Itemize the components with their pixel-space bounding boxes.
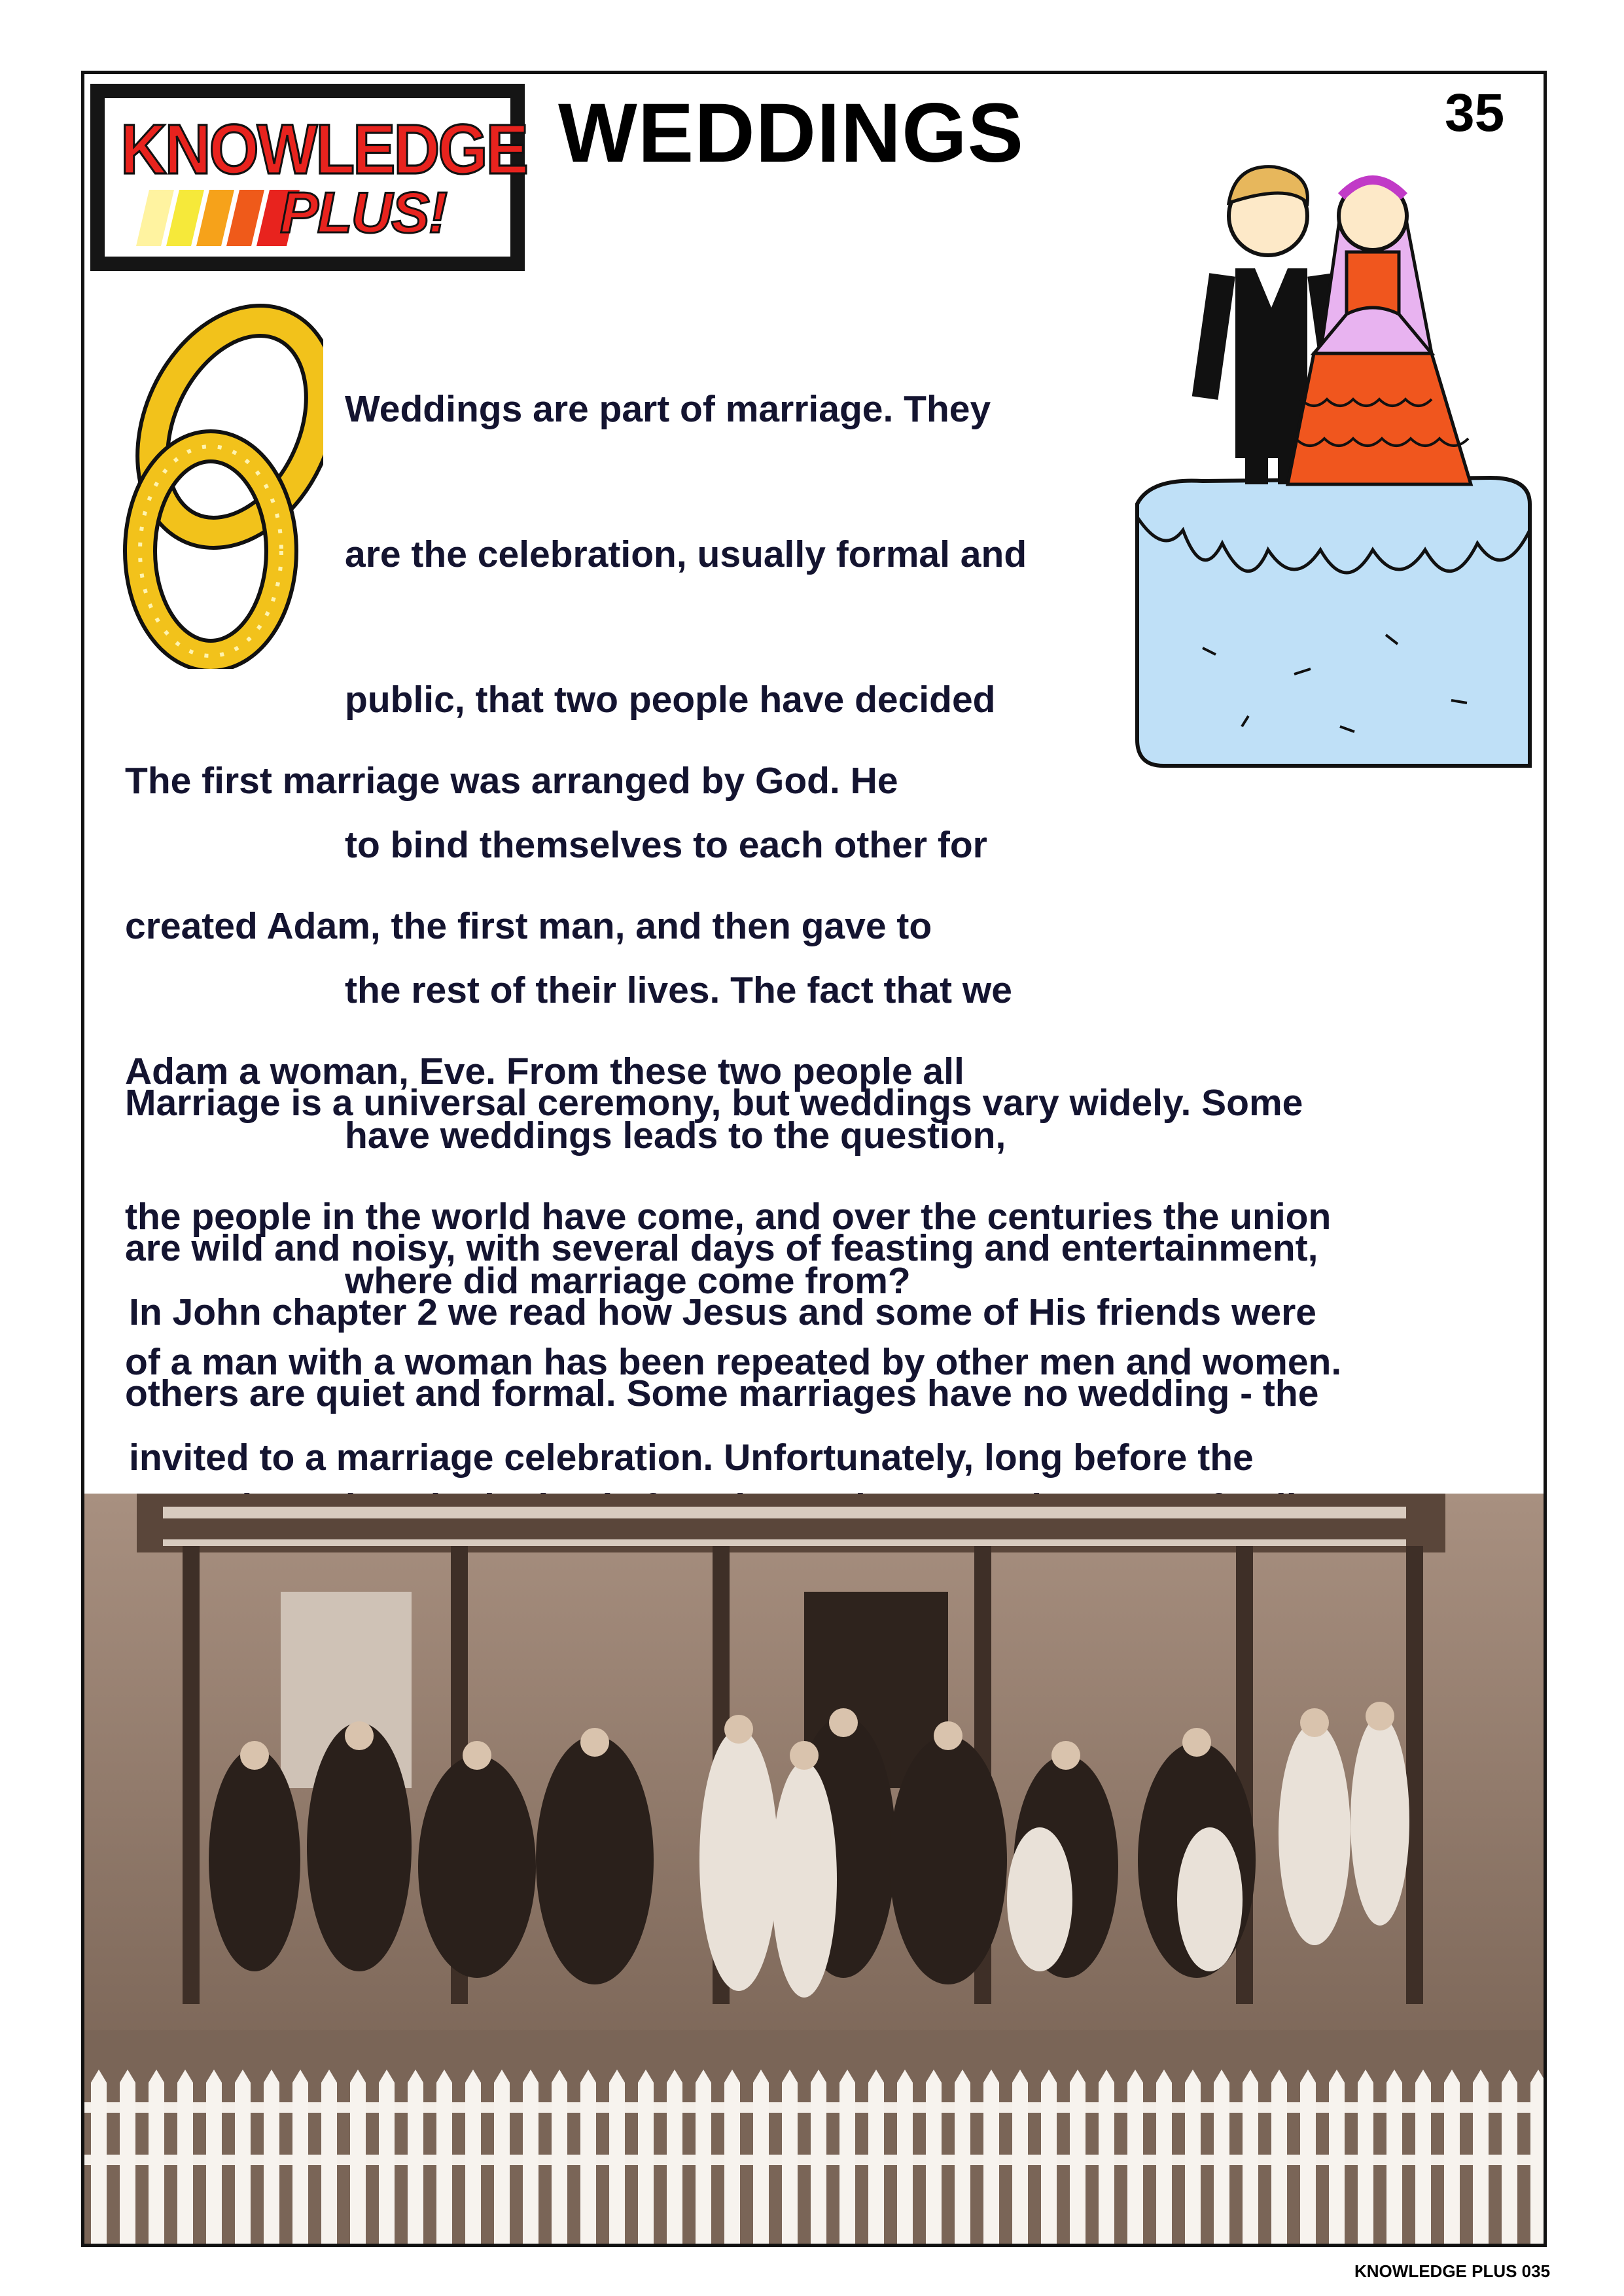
fence-picket [868, 2070, 884, 2244]
text-line: of a man with a woman has been repeated by other men and women. [125, 1341, 1342, 1383]
text-line: have weddings leads to the question, [345, 1115, 1006, 1157]
fence-picket [667, 2070, 682, 2244]
fence-picket [753, 2070, 769, 2244]
text-line: the people in the world have come, and over the centuries the union [125, 1196, 1332, 1238]
wedding-gathering-photo [84, 1494, 1544, 2244]
knowledge-plus-logo [90, 84, 525, 271]
fence-picket [839, 2070, 855, 2244]
fence-picket [292, 2070, 308, 2244]
fence-picket [350, 2070, 366, 2244]
fence-picket [1127, 2070, 1143, 2244]
fence-picket [782, 2070, 798, 2244]
text-line: The first marriage was arranged by God. He [125, 760, 898, 802]
wedding-rings-icon [113, 302, 323, 669]
fence-picket [1156, 2070, 1172, 2244]
fence-picket [1530, 2070, 1544, 2244]
fence-picket [1012, 2070, 1028, 2244]
logo-text-plus: PLUS! [280, 180, 446, 245]
text-line: are wild and noisy, with several days of feasting and entertainment, [125, 1227, 1318, 1269]
fence-picket [1185, 2070, 1201, 2244]
fence-picket [264, 2070, 279, 2244]
fence-picket [408, 2070, 423, 2244]
fence-picket [552, 2070, 567, 2244]
fence-picket [926, 2070, 942, 2244]
fence-picket [811, 2070, 826, 2244]
page-number: 35 [1445, 83, 1505, 143]
page-title: WEDDINGS [558, 86, 1024, 180]
fence-picket [1329, 2070, 1345, 2244]
fence-picket [120, 2070, 135, 2244]
fence-picket [1300, 2070, 1316, 2244]
fence-picket [609, 2070, 625, 2244]
text-line: Marriage is a universal ceremony, but weddings vary widely. Some [125, 1082, 1303, 1124]
text-line: Weddings are part of marriage. They [345, 388, 991, 430]
fence-picket [1099, 2070, 1114, 2244]
footer-label: KNOWLEDGE PLUS 035 [1354, 2261, 1551, 2281]
fence-picket [436, 2070, 452, 2244]
fence-picket [379, 2070, 395, 2244]
fence-picket [1041, 2070, 1057, 2244]
text-line: to bind themselves to each other for [345, 824, 987, 866]
fence-picket [91, 2070, 107, 2244]
fence-picket [465, 2070, 481, 2244]
fence-picket [696, 2070, 711, 2244]
fence-picket [523, 2070, 538, 2244]
fence-picket [1502, 2070, 1517, 2244]
fence-picket [638, 2070, 654, 2244]
fence-picket [1214, 2070, 1229, 2244]
fence-picket [955, 2070, 970, 2244]
fence-picket [1271, 2070, 1287, 2244]
text-line: invited to a marriage celebration. Unfortunately, long before the [129, 1437, 1254, 1479]
fence-picket [1415, 2070, 1431, 2244]
text-line: created Adam, the first man, and then gave to [125, 905, 932, 947]
fence-picket [1444, 2070, 1460, 2244]
fence-picket [494, 2070, 510, 2244]
text-line: are the celebration, usually formal and [345, 533, 1027, 575]
text-line: the rest of their lives. The fact that we [345, 969, 1012, 1011]
fence-picket [897, 2070, 913, 2244]
fence-picket [321, 2070, 337, 2244]
text-line: others are quiet and formal. Some marriages have no wedding - the [125, 1372, 1319, 1414]
logo-text-knowledge: KNOWLEDGE [120, 109, 527, 189]
fence-picket [580, 2070, 596, 2244]
text-line: where did marriage come from? [345, 1260, 911, 1302]
photo-scene-icon [84, 1494, 1544, 2244]
text-line: In John chapter 2 we read how Jesus and some of His friends were [129, 1291, 1317, 1333]
fence-picket [1358, 2070, 1373, 2244]
text-line: public, that two people have decided [345, 679, 996, 721]
fence-picket [724, 2070, 740, 2244]
fence-picket [1243, 2070, 1258, 2244]
fence-picket [1473, 2070, 1489, 2244]
fence-picket [1070, 2070, 1086, 2244]
logo-stripes-icon [136, 190, 300, 246]
fence-picket [983, 2070, 999, 2244]
text-line: Adam a woman, Eve. From these two people all [125, 1050, 964, 1092]
fence-picket [235, 2070, 251, 2244]
fence-picket [177, 2070, 193, 2244]
fence-picket [206, 2070, 222, 2244]
fence-picket [1386, 2070, 1402, 2244]
fence-picket [149, 2070, 164, 2244]
